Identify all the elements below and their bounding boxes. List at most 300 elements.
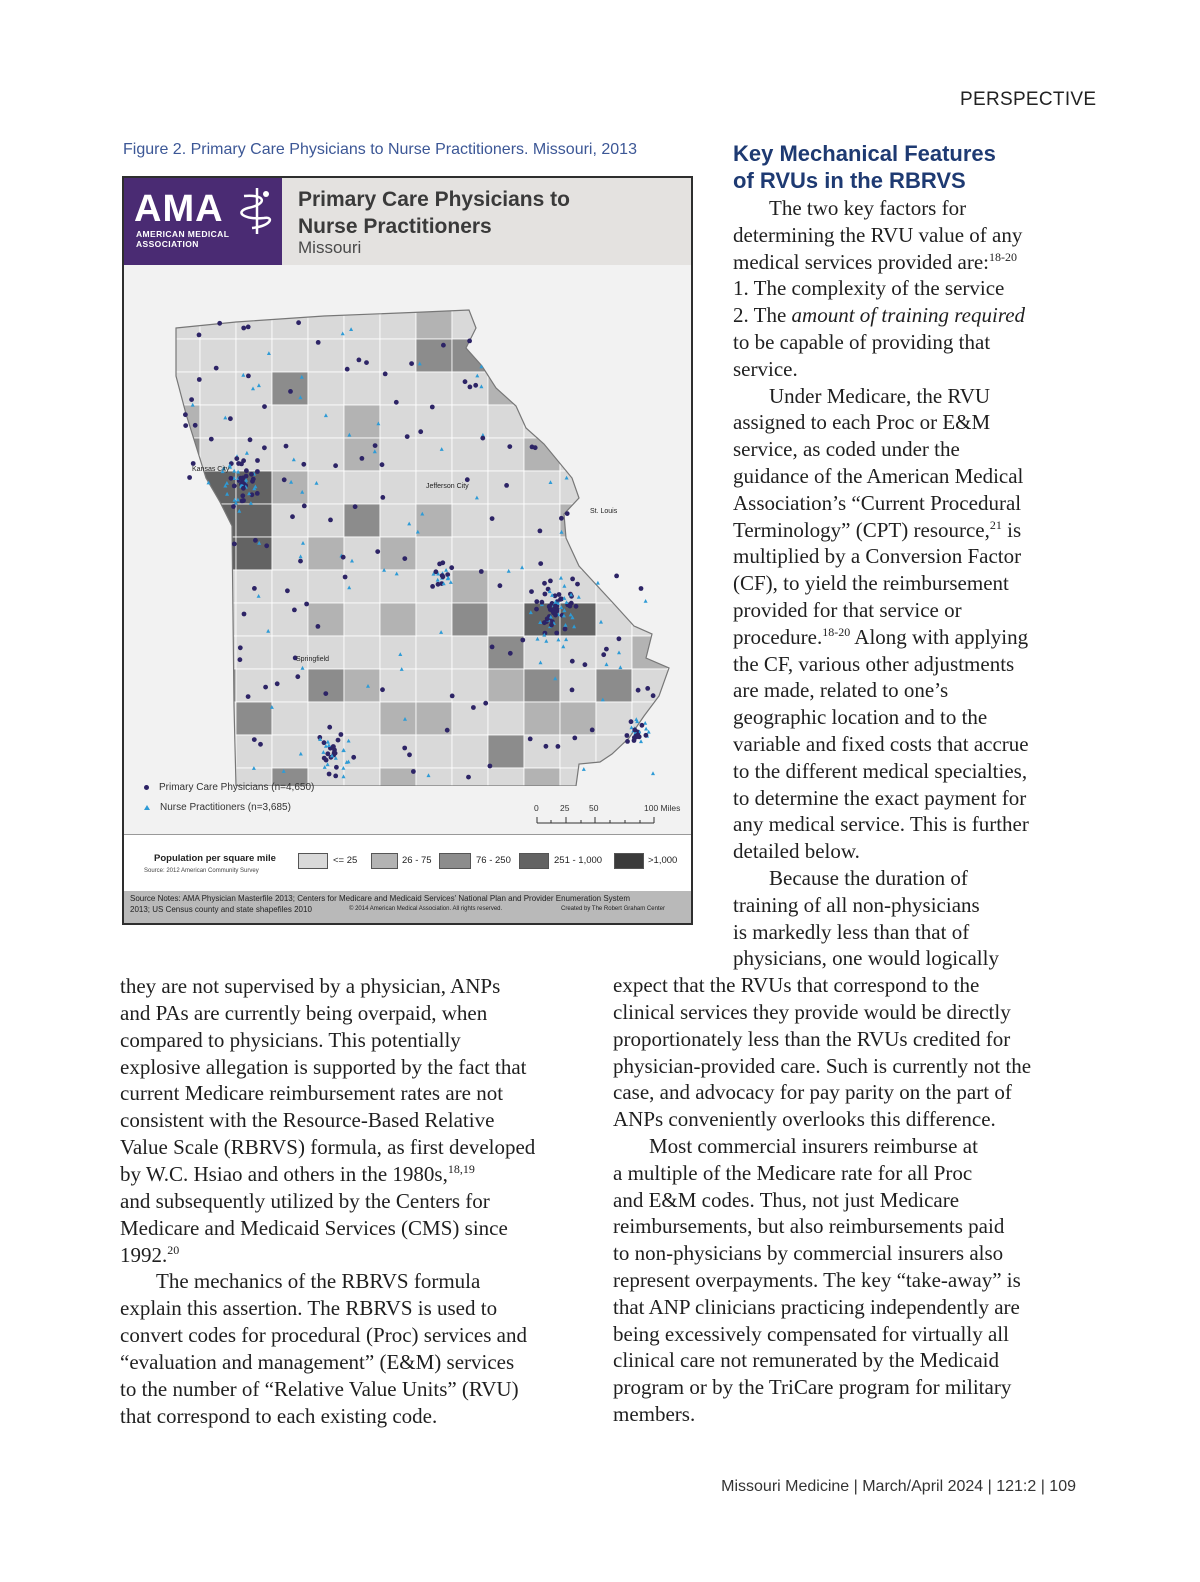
pop-swatch-2 xyxy=(371,853,398,869)
county-shape xyxy=(308,471,344,504)
county-shape xyxy=(344,537,380,570)
physician-dot xyxy=(450,694,455,699)
physician-dot xyxy=(632,728,637,733)
physician-dot xyxy=(402,746,407,751)
county-shape xyxy=(524,768,560,786)
county-shape xyxy=(632,339,668,372)
text-line: to the different medical specialties, xyxy=(733,758,1028,783)
text-line: and PAs are currently being overpaid, when xyxy=(120,1000,488,1025)
physician-dot xyxy=(285,588,290,593)
physician-dot xyxy=(407,752,412,757)
text-line: geographic location and to the xyxy=(733,705,988,730)
physician-dot xyxy=(402,556,407,561)
physician-dot xyxy=(590,728,595,733)
text-line: “evaluation and management” (E&M) services xyxy=(120,1349,515,1374)
physician-dot xyxy=(548,579,553,584)
county-shape xyxy=(380,438,416,471)
county-shape xyxy=(344,702,380,735)
pop-swatch-5 xyxy=(614,853,644,869)
county-shape xyxy=(596,537,632,570)
county-shape xyxy=(272,306,308,339)
physician-dot xyxy=(327,772,332,777)
physician-dot xyxy=(214,366,219,371)
population-legend-source: Source: 2012 American Community Survey xyxy=(144,868,259,874)
text-line: assigned to each Proc or E&M xyxy=(733,410,991,435)
pop-swatch-3 xyxy=(439,853,471,869)
source-notes xyxy=(124,891,691,923)
county-shape xyxy=(272,702,308,735)
physician-dot xyxy=(193,423,198,428)
page-footer: Missouri Medicine | March/April 2024 | 121:2 | 109 xyxy=(721,1478,1076,1495)
county-shape xyxy=(416,636,452,669)
county-shape xyxy=(164,702,200,735)
physician-dot xyxy=(301,462,306,467)
source-notes-copyright: © 2014 American Medical Association. All rights reserved. xyxy=(349,906,503,912)
physician-dot-icon xyxy=(144,785,149,790)
county-shape xyxy=(344,603,380,636)
text-line: The mechanics of the RBRVS formula xyxy=(156,1269,481,1294)
nurse-dot xyxy=(639,739,643,743)
physician-dot xyxy=(334,765,339,770)
physician-dot xyxy=(298,559,303,564)
physician-dot xyxy=(617,636,622,641)
physician-dot xyxy=(249,472,254,477)
physician-dot xyxy=(336,738,341,743)
county-shape xyxy=(200,504,236,537)
text-line: is markedly less than that of xyxy=(733,919,970,944)
physician-dot xyxy=(632,738,637,743)
physician-dot xyxy=(473,383,478,388)
physician-dot xyxy=(508,651,513,656)
physician-dot xyxy=(375,549,380,554)
text-line: program or by the TriCare program for military xyxy=(613,1375,1012,1400)
county-shape xyxy=(380,306,416,339)
county-shape xyxy=(560,372,596,405)
text-line: physicians, one would logically xyxy=(733,946,999,971)
pop-label-2: 26 - 75 xyxy=(402,855,432,866)
county-shape xyxy=(236,702,272,735)
pop-label-1: <= 25 xyxy=(333,855,358,866)
county-shape xyxy=(308,702,344,735)
text-line: clinical care not remunerated by the Medicaid xyxy=(613,1348,999,1373)
city-label-kansas-city: Kansas City xyxy=(192,466,230,473)
physician-dot xyxy=(569,601,574,606)
physician-dot xyxy=(409,361,414,366)
county-shape xyxy=(380,471,416,504)
county-shape xyxy=(488,306,524,339)
physician-dot xyxy=(614,574,619,579)
text-line: and subsequently utilized by the Centers for xyxy=(120,1188,490,1213)
county-shape xyxy=(380,735,416,768)
county-shape xyxy=(344,438,380,471)
county-shape xyxy=(668,537,691,570)
county-shape xyxy=(452,405,488,438)
county-shape xyxy=(452,603,488,636)
county-shape xyxy=(236,339,272,372)
county-shape xyxy=(380,405,416,438)
physician-dot xyxy=(528,737,533,742)
text-line: 1992.20 xyxy=(120,1242,180,1267)
text-line: a multiple of the Medicare rate for all Proc xyxy=(613,1160,973,1185)
county-shape xyxy=(488,339,524,372)
county-shape xyxy=(452,702,488,735)
text-line: Medicare and Medicaid Services (CMS) since xyxy=(120,1215,508,1240)
physician-dot xyxy=(232,542,237,547)
county-shape xyxy=(272,405,308,438)
physician-dot xyxy=(244,468,249,473)
county-shape xyxy=(164,636,200,669)
nurse-dot xyxy=(596,581,600,585)
text-line: 2. The amount of training required xyxy=(733,303,1026,328)
county-shape xyxy=(416,603,452,636)
legend-nurses: Nurse Practitioners (n=3,685) xyxy=(144,802,291,813)
county-shape xyxy=(236,636,272,669)
physician-dot xyxy=(570,659,575,664)
county-shape xyxy=(236,306,272,339)
county-shape xyxy=(272,603,308,636)
county-shape xyxy=(308,570,344,603)
pop-label-4: 251 - 1,000 xyxy=(554,855,603,866)
pop-swatch-1 xyxy=(298,853,328,869)
text-line: proportionately less than the RVUs credited for xyxy=(613,1026,1011,1051)
county-shape xyxy=(632,537,668,570)
county-shape xyxy=(668,372,691,405)
text-line: represent overpayments. The key “take-away” is xyxy=(613,1268,1021,1292)
physician-dot xyxy=(239,476,244,481)
physician-dot xyxy=(440,560,445,565)
physician-dot xyxy=(534,599,539,604)
text-line: determining the RVU value of any xyxy=(733,222,1023,247)
physician-dot xyxy=(483,701,488,706)
county-shape xyxy=(452,735,488,768)
county-shape xyxy=(596,603,632,636)
physician-dot xyxy=(639,586,644,591)
physician-dot xyxy=(332,750,337,755)
text-line: Most commercial insurers reimburse at xyxy=(649,1134,978,1158)
physician-dot xyxy=(543,592,548,597)
county-shape xyxy=(668,735,691,768)
text-line: and E&M codes. Thus, not just Medicare xyxy=(613,1187,960,1212)
text-line: are made, related to one’s xyxy=(733,678,949,703)
county-shape xyxy=(164,537,200,570)
physician-dot xyxy=(635,733,640,738)
county-shape xyxy=(596,570,632,603)
text-line: physician-provided care. Such is currently not the xyxy=(613,1053,1032,1078)
nurse-triangle-icon xyxy=(144,805,150,810)
physician-dot xyxy=(534,607,539,612)
county-shape xyxy=(668,603,691,636)
county-shape xyxy=(272,570,308,603)
scale-label-25: 25 xyxy=(560,803,570,813)
physician-dot xyxy=(545,616,550,621)
county-shape xyxy=(380,702,416,735)
physician-dot xyxy=(436,582,441,587)
physician-dot xyxy=(570,688,575,693)
county-shape xyxy=(200,636,236,669)
text-line: (CF), to yield the reimbursement xyxy=(733,571,1009,596)
text-line: detailed below. xyxy=(733,839,860,864)
county-shape xyxy=(524,339,560,372)
text-line: expect that the RVUs that correspond to the xyxy=(613,973,980,998)
text-line: the CF, various other adjustments xyxy=(733,651,1015,676)
physician-dot xyxy=(625,733,630,738)
text-line: explain this assertion. The RBRVS is used to xyxy=(120,1296,498,1321)
physician-dot xyxy=(262,404,267,409)
population-legend xyxy=(124,834,691,891)
county-shape xyxy=(344,471,380,504)
physician-dot xyxy=(246,374,251,379)
physician-dot xyxy=(242,612,247,617)
physician-dot xyxy=(520,638,525,643)
physician-dot xyxy=(333,463,338,468)
physician-dot xyxy=(351,755,356,760)
county-shape xyxy=(272,735,308,768)
county-shape xyxy=(416,669,452,702)
county-shape xyxy=(416,339,452,372)
text-line: to determine the exact payment for xyxy=(733,785,1027,810)
physician-dot xyxy=(290,514,295,519)
physician-dot xyxy=(466,775,471,780)
county-shape xyxy=(380,504,416,537)
physician-dot xyxy=(629,719,634,724)
physician-dot xyxy=(467,339,472,344)
physician-dot xyxy=(189,397,194,402)
physician-dot xyxy=(449,565,454,570)
nurse-dot xyxy=(644,727,648,731)
physician-dot xyxy=(228,416,233,421)
county-shape xyxy=(632,768,668,786)
physician-dot xyxy=(411,769,416,774)
physician-dot xyxy=(468,385,473,390)
scale-bar xyxy=(536,815,656,825)
text-line: members. xyxy=(613,1402,696,1426)
text-line: case, and advocacy for pay parity on the part of xyxy=(613,1080,1012,1105)
physician-dot xyxy=(553,603,558,608)
physician-dot xyxy=(316,624,321,629)
physician-dot xyxy=(296,320,301,325)
text-line: Value Scale (RBRVS) formula, as first developed xyxy=(120,1135,536,1160)
physician-dot xyxy=(479,569,484,574)
county-shape xyxy=(200,372,236,405)
county-shape xyxy=(560,306,596,339)
county-shape xyxy=(668,669,691,702)
physician-dot xyxy=(258,742,263,747)
physician-dot xyxy=(229,476,234,481)
physician-dot xyxy=(551,610,556,615)
county-shape xyxy=(560,438,596,471)
physician-dot xyxy=(292,608,297,613)
pop-swatch-4 xyxy=(519,853,549,869)
physician-dot xyxy=(490,645,495,650)
physician-dot xyxy=(304,602,309,607)
county-shape xyxy=(596,372,632,405)
physician-dot xyxy=(544,744,549,749)
county-shape xyxy=(668,339,691,372)
county-shape xyxy=(200,537,236,570)
physician-dot xyxy=(434,569,439,574)
text-line: Association’s “Current Procedural xyxy=(733,490,1022,515)
county-shape xyxy=(416,735,452,768)
physician-dot xyxy=(322,740,327,745)
county-shape xyxy=(308,669,344,702)
county-shape xyxy=(632,603,668,636)
county-shape xyxy=(380,768,416,786)
physician-dot xyxy=(507,444,512,449)
county-shape xyxy=(632,405,668,438)
text-line: Because the duration of xyxy=(769,866,968,890)
county-shape xyxy=(272,504,308,537)
county-shape xyxy=(200,735,236,768)
county-shape xyxy=(164,306,200,339)
county-shape xyxy=(380,669,416,702)
county-shape xyxy=(164,339,200,372)
county-shape xyxy=(308,636,344,669)
county-shape xyxy=(452,636,488,669)
county-shape xyxy=(668,405,691,438)
county-shape xyxy=(164,405,200,438)
text-line: The two key factors for xyxy=(769,196,967,220)
source-notes-line-1: Source Notes: AMA Physician Masterfile 2013; Centers for Medicare and Medicaid Services' National Plan and Provider Enumeration System xyxy=(130,894,630,903)
county-shape xyxy=(488,636,524,669)
city-label-jefferson-city: Jefferson City xyxy=(426,483,469,490)
county-shape xyxy=(596,306,632,339)
physician-dot xyxy=(357,358,362,363)
physician-dot xyxy=(441,343,446,348)
ama-logo-subtext: AMERICAN MEDICAL ASSOCIATION xyxy=(136,229,230,249)
physician-dot xyxy=(636,688,641,693)
physician-dot xyxy=(327,725,332,730)
physician-dot xyxy=(255,469,260,474)
county-shape xyxy=(200,405,236,438)
county-shape xyxy=(200,702,236,735)
text-line: clinical services they provide would be directly xyxy=(613,1000,1011,1024)
physician-dot xyxy=(445,572,450,577)
physician-dot xyxy=(234,456,239,461)
physician-dot xyxy=(241,458,246,463)
county-shape xyxy=(668,636,691,669)
physician-dot xyxy=(575,582,580,587)
physician-dot xyxy=(324,758,329,763)
county-shape xyxy=(632,735,668,768)
county-shape xyxy=(344,636,380,669)
source-notes-line-2: 2013; US Census county and state shapefiles 2010 xyxy=(130,905,312,914)
physician-dot xyxy=(529,589,534,594)
physician-dot xyxy=(645,686,650,691)
county-shape xyxy=(668,768,691,786)
county-shape xyxy=(416,438,452,471)
physician-dot xyxy=(209,437,214,442)
physician-dot xyxy=(240,499,245,504)
text-line: any medical service. This is further xyxy=(733,812,1029,837)
county-shape xyxy=(416,768,452,786)
county-shape xyxy=(308,537,344,570)
physician-dot xyxy=(328,518,333,523)
physician-dot xyxy=(644,733,649,738)
county-shape xyxy=(560,669,596,702)
county-shape xyxy=(524,306,560,339)
physician-dot xyxy=(248,437,253,442)
physician-dot xyxy=(471,705,476,710)
county-shape xyxy=(380,636,416,669)
county-shape xyxy=(488,537,524,570)
county-shape xyxy=(272,471,308,504)
scale-label-50: 50 xyxy=(589,803,599,813)
county-shape xyxy=(200,669,236,702)
physician-dot xyxy=(380,495,385,500)
physician-dot xyxy=(187,475,192,480)
population-legend-title: Population per square mile xyxy=(154,853,276,864)
physician-dot xyxy=(217,321,222,326)
county-shape xyxy=(596,339,632,372)
physician-dot xyxy=(339,732,344,737)
county-shape xyxy=(236,603,272,636)
county-shape xyxy=(344,372,380,405)
county-shape xyxy=(164,669,200,702)
text-line: guidance of the American Medical xyxy=(733,464,1024,488)
county-shape xyxy=(632,471,668,504)
physician-dot xyxy=(488,764,493,769)
physician-dot xyxy=(302,504,307,509)
physician-dot xyxy=(282,477,287,482)
text-line: consistent with the Resource-Based Relative xyxy=(120,1108,495,1133)
county-shape xyxy=(668,504,691,537)
county-shape xyxy=(344,669,380,702)
physician-dot xyxy=(236,461,241,466)
county-shape xyxy=(488,405,524,438)
physician-dot xyxy=(263,685,268,690)
physician-dot xyxy=(295,674,300,679)
physician-dot xyxy=(554,631,559,636)
physician-dot xyxy=(480,436,485,441)
ama-logo-text: AMA xyxy=(134,188,224,230)
county-shape xyxy=(524,471,560,504)
physician-dot xyxy=(651,693,656,698)
physician-dot xyxy=(241,486,246,491)
physician-dot xyxy=(504,483,509,488)
physician-dot xyxy=(231,504,236,509)
text-line: Under Medicare, the RVU xyxy=(769,383,991,408)
county-shape xyxy=(524,372,560,405)
physician-dot xyxy=(498,583,503,588)
physician-dot xyxy=(284,444,289,449)
physician-dot xyxy=(183,423,188,428)
text-line: procedure.$^{18-20}$ Along with applying xyxy=(733,624,1029,649)
physician-dot xyxy=(565,511,570,516)
county-shape xyxy=(488,768,524,786)
text-line: they are not supervised by a physician, ANPs xyxy=(120,974,501,998)
physician-dot xyxy=(364,360,369,365)
physician-dot xyxy=(574,604,579,609)
county-shape xyxy=(272,636,308,669)
county-shape xyxy=(344,339,380,372)
physician-dot xyxy=(360,456,365,461)
county-shape xyxy=(596,768,632,786)
text-line: to non-physicians by commercial insurers also xyxy=(613,1241,1004,1266)
physician-dot xyxy=(238,645,243,650)
county-shape xyxy=(452,537,488,570)
ama-logo-block xyxy=(124,178,282,265)
physician-dot xyxy=(604,647,609,652)
physician-dot xyxy=(316,340,321,345)
text-line: convert codes for procedural (Proc) services and xyxy=(120,1323,527,1348)
county-shape xyxy=(524,702,560,735)
county-layer xyxy=(164,306,691,786)
text-line: that correspond to each existing code. xyxy=(120,1403,438,1428)
text-line: being excessively compensated for virtually all xyxy=(613,1321,1009,1346)
county-shape xyxy=(488,669,524,702)
county-shape xyxy=(308,372,344,405)
physician-dot xyxy=(252,586,257,591)
